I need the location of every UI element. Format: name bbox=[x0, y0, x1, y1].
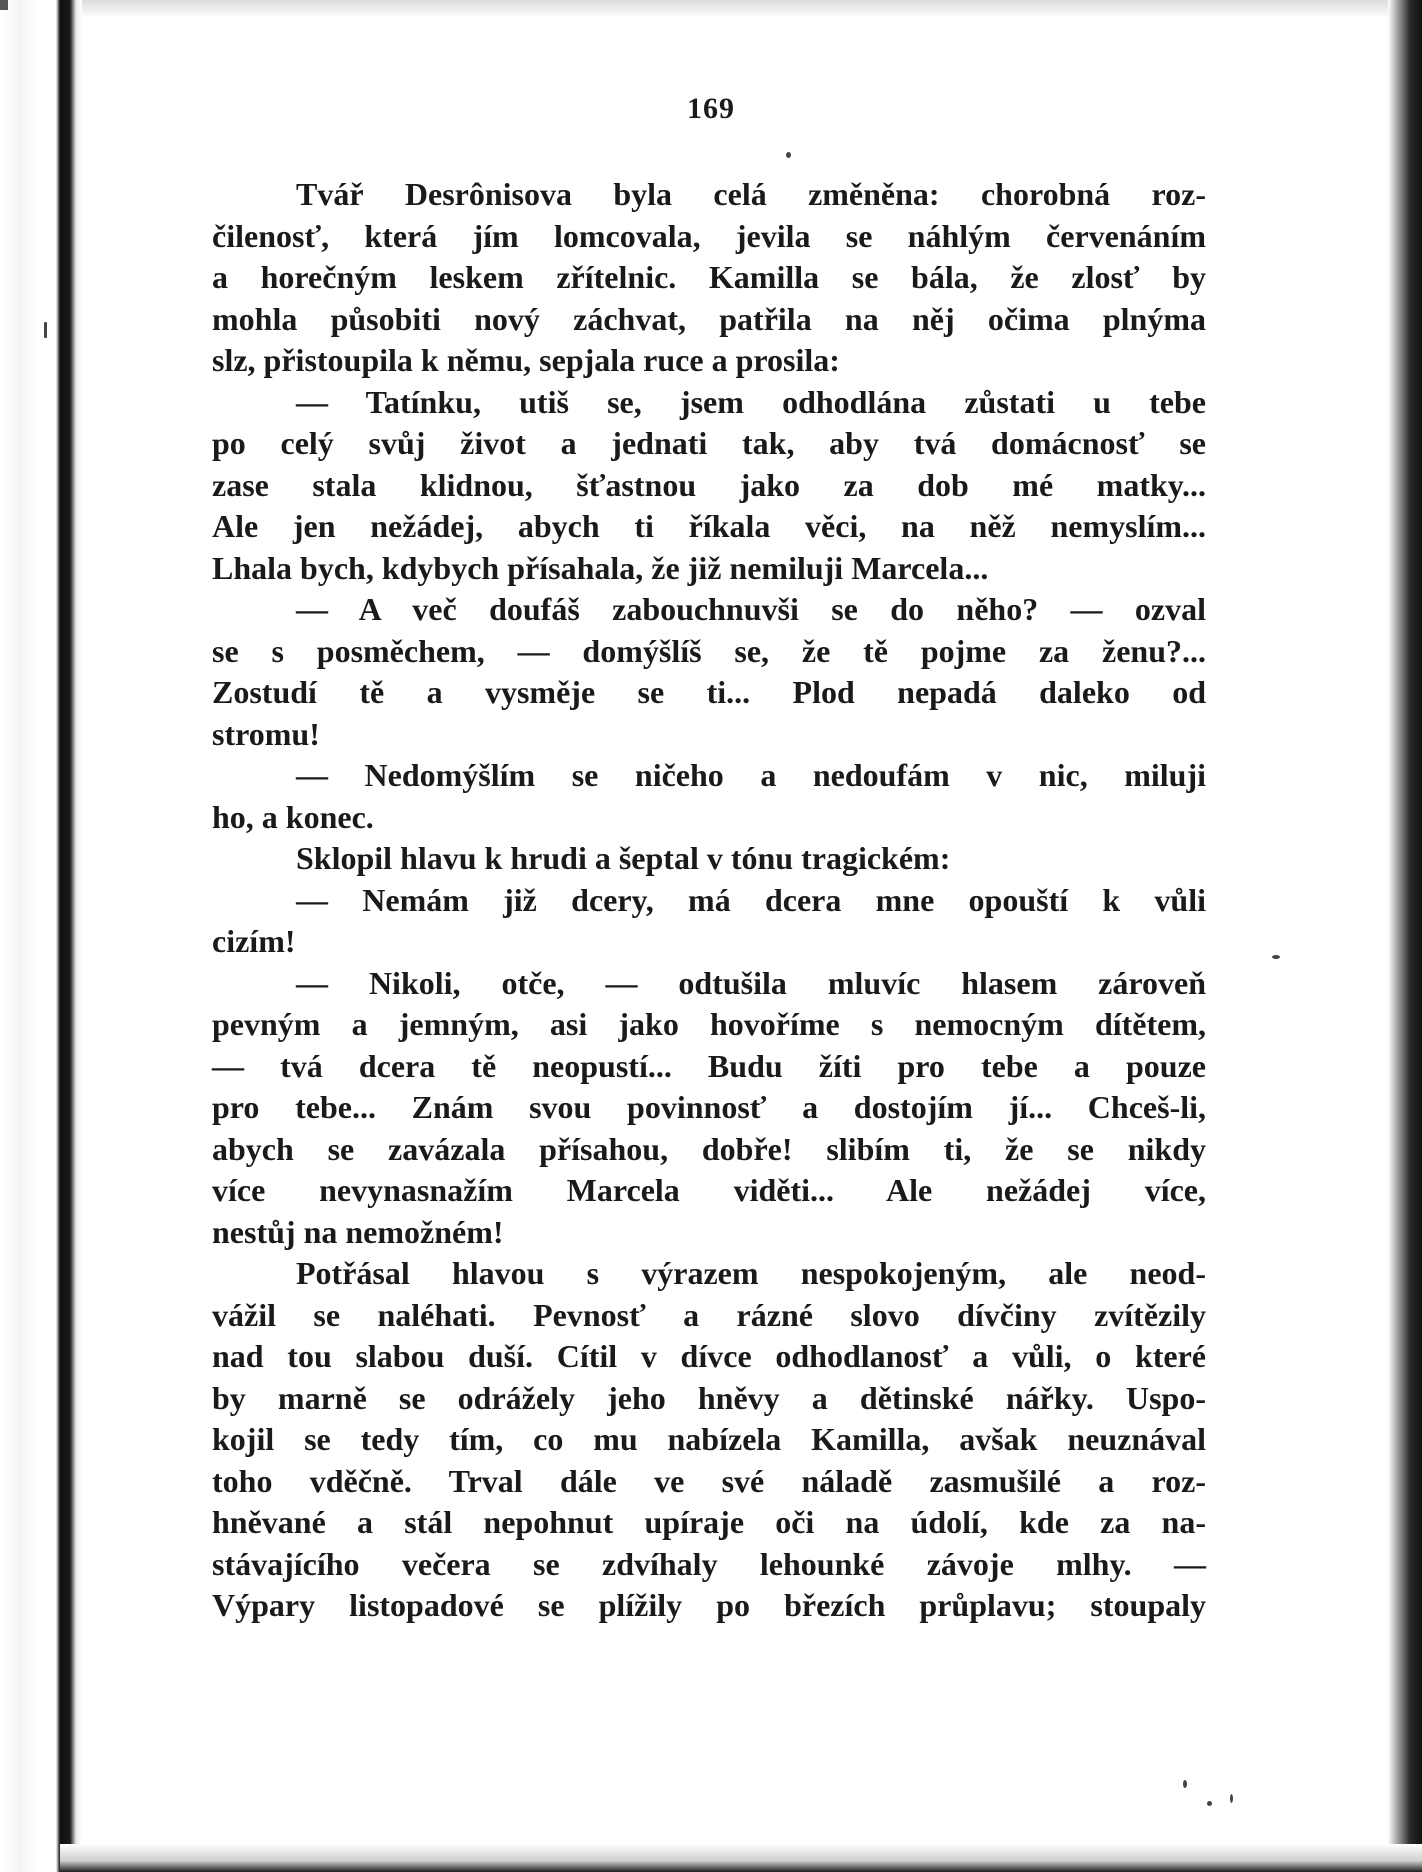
page-bottom-shadow bbox=[60, 1844, 1422, 1872]
text-line: více nevynasnažím Marcela viděti... Ale nežádej více, bbox=[212, 1172, 1206, 1208]
text-line: vážil se naléhati. Pevnosť a rázné slovo dívčiny zvítězily bbox=[212, 1296, 1206, 1333]
text-line: Lhala bych, kdybych přísahala, že již nemiluji Marcela... bbox=[212, 549, 989, 586]
body-text bbox=[212, 174, 1206, 1627]
text-line: Tvář Desrônisova byla celá změněna: chorobná roz- bbox=[296, 176, 1206, 212]
text-line: zase stala klidnou, šťastnou jako za dob mé matky... bbox=[212, 466, 1206, 503]
text-line: stromu! bbox=[212, 715, 320, 752]
text-line: by marně se odrážely jeho hněvy a dětinské nářky. Uspo- bbox=[212, 1379, 1206, 1416]
page-top-shadow bbox=[82, 0, 1422, 18]
ink-speck bbox=[1183, 1780, 1187, 1788]
text-line: — Nedomýšlím se ničeho a nedoufám v nic, miluji bbox=[296, 757, 1206, 793]
page-right-shadow bbox=[1388, 0, 1422, 1872]
text-line: — A več doufáš zabouchnuvši se do něho? — ozval bbox=[296, 591, 1206, 627]
text-line: pro tebe... Znám svou povinnosť a dostojím jí... Chceš-li, bbox=[212, 1089, 1206, 1125]
text-line: stávajícího večera se zdvíhaly lehounké závoje mlhy. — bbox=[212, 1545, 1206, 1582]
text-line: — Tatínku, utiš se, jsem odhodlána zůstati u tebe bbox=[296, 383, 1206, 420]
text-line: Výpary listopadové se plížily po březích průplavu; stoupaly bbox=[212, 1587, 1206, 1623]
text-line: Potřásal hlavou s výrazem nespokojeným, ale neod- bbox=[296, 1255, 1206, 1291]
text-line: ho, a konec. bbox=[212, 798, 374, 835]
text-line: — tvá dcera tě neopustí... Budu žíti pro tebe a pouze bbox=[212, 1047, 1206, 1084]
text-line: Zostudí tě a vysměje se ti... Plod nepadá daleko od bbox=[212, 674, 1206, 710]
ink-speck bbox=[786, 152, 791, 158]
text-line: a horečným leskem zřítelnic. Kamilla se bála, že zlosť by bbox=[212, 259, 1206, 295]
text-line: slz, přistoupila k němu, sepjala ruce a prosila: bbox=[212, 342, 840, 378]
text-line: — Nikoli, otče, — odtušila mluvíc hlasem zároveň bbox=[296, 964, 1206, 1001]
text-line: po celý svůj život a jednati tak, aby tvá domácnosť se bbox=[212, 425, 1206, 461]
ink-speck bbox=[1272, 955, 1280, 959]
text-line: pevným a jemným, asi jako hovoříme s nemocným dítětem, bbox=[212, 1006, 1206, 1042]
book-binding-shadow bbox=[0, 0, 82, 1872]
text-line: nad tou slabou duší. Cítil v dívce odhodlanosť a vůli, o které bbox=[212, 1338, 1206, 1374]
ink-speck bbox=[44, 322, 47, 338]
text-line: Ale jen nežádej, abych ti říkala věci, na něž nemyslím... bbox=[212, 508, 1206, 544]
text-line: kojil se tedy tím, co mu nabízela Kamilla, avšak neuznával bbox=[212, 1421, 1206, 1457]
text-line: Sklopil hlavu k hrudi a šeptal v tónu tragickém: bbox=[296, 840, 951, 876]
text-line: mohla působiti nový záchvat, patřila na něj očima plnýma bbox=[212, 300, 1206, 337]
text-line: se s posměchem, — domýšlíš se, že tě pojme za ženu?... bbox=[212, 632, 1206, 669]
text-line: cizím! bbox=[212, 923, 296, 959]
page-number: 169 bbox=[687, 92, 735, 125]
text-line: toho vděčně. Trval dále ve své náladě zasmušilé a roz- bbox=[212, 1462, 1206, 1499]
text-line: abych se zavázala přísahou, dobře! slibím ti, že se nikdy bbox=[212, 1130, 1206, 1167]
text-line: — Nemám již dcery, má dcera mne opouští k vůli bbox=[296, 881, 1206, 918]
ink-speck bbox=[1230, 1794, 1233, 1803]
text-line: čilenosť, která jím lomcovala, jevila se náhlým červenáním bbox=[212, 217, 1206, 254]
text-line: hněvané a stál nepohnut upíraje oči na údolí, kde za na- bbox=[212, 1504, 1206, 1540]
ink-speck bbox=[1207, 1801, 1212, 1806]
text-line: nestůj na nemožném! bbox=[212, 1213, 504, 1250]
